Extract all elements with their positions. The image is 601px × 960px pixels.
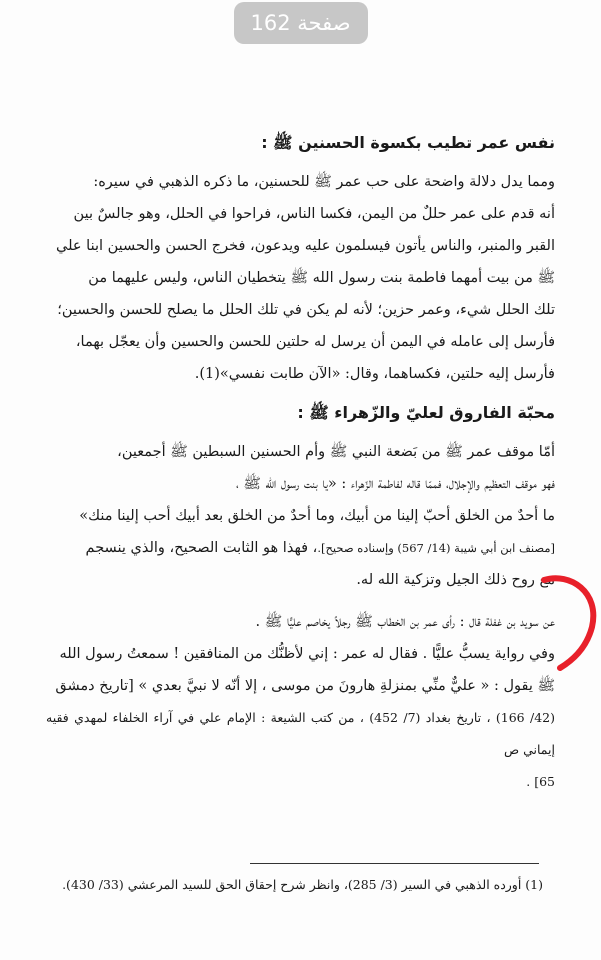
reference-line: 65] . [526,774,555,789]
page-number-badge: صفحة 162 [234,2,368,44]
paragraph-line: عن سويد بن غفلة قال : رأى عمر بن الخطاب ﷺ رجلاً يخاصم عليًّا ﷺ . [255,614,555,630]
page-content [46,130,555,798]
paragraph-line: مع روح ذلك الجيل وتزكية الله له. [356,572,555,588]
paragraph-line: أنه قدم على عمر حللٌ من اليمن، فكسا الناس، فراحوا في الحلل، وهو جالسٌ بين [73,206,555,222]
paragraph-line: ﷺ من بيت أمهما فاطمة بنت رسول الله ﷺ يتخطيان الناس، وليس عليهما من [88,270,555,286]
section-heading-2: محبّة الفاروق لعليّ والزّهراء ﷺ : [297,403,555,422]
paragraph-line: فهو موقف التعظيم والإجلال، فممّا قاله لفاطمة الزّهراء : «يا بنت رسول الله ﷺ ، [235,476,555,492]
paragraph-line: ومما يدل دلالة واضحة على حب عمر ﷺ للحسنين، ما ذكره الذهبي في سيره: [93,174,555,190]
paragraph-line: أمّا موقف عمر ﷺ من بَضعة النبي ﷺ وأم الحسنين السبطين ﷺ أجمعين، [117,444,555,460]
citation-reference: [مصنف ابن أبي شيبة (14/ 567) وإسناده صحيح]. [317,541,555,555]
paragraph-line: فأرسل إلى عامله في اليمن أن يرسل له حلتين للحسن والحسين وأن يعجّل بهما، [75,334,555,350]
footnote: (1) أورده الذهبي في السير (3/ 285)، وانظر شرح إحقاق الحق للسيد المرعشي (33/ 430). [62,877,543,892]
footnote-divider [250,863,539,864]
paragraph-line: فأرسل إليه حلتين، فكساهما، وقال: «الآن طابت نفسي»(1). [194,366,555,382]
paragraph-line: تلك الحلل شيء، وعمر حزين؛ لأنه لم يكن في تلك الحلل ما يصلح للحسن والحسين؛ [57,302,555,318]
paragraph-line: وفي رواية يسبُّ عليًّا . فقال له عمر : إني لأظنُّك من المنافقين ! سمعتُ رسول الله [59,646,555,662]
citation-tail: ، فهذا هو الثابت الصحيح، والذي ينسجم [85,540,318,556]
section-heading-1: نفس عمر تطيب بكسوة الحسنين ﷺ : [261,133,555,152]
citation-line [46,532,555,564]
paragraph-line: القبر والمنبر، والناس يأتون فيسلمون عليه ويدعون، فخرج الحسن والحسين ابنا علي [56,238,555,254]
paragraph-line: ما أحدٌ من الخلق أحبّ إلينا من أبيك، وما أحدٌ من الخلق بعد أبيك أحب إلينا منك» [79,508,555,524]
reference-line: (42/ 166) ، تاريخ بغداد (7/ 452) ، من كتب الشيعة : الإمام علي في آراء الخلفاء لمهدي فقيه إيماني ص [46,710,555,757]
paragraph-line: ﷺ يقول : « عليٌّ منِّي بمنزلةِ هارونَ من موسى ، إلا أنّه لا نبيَّ بعدي » [تاريخ دمشق [55,678,555,694]
